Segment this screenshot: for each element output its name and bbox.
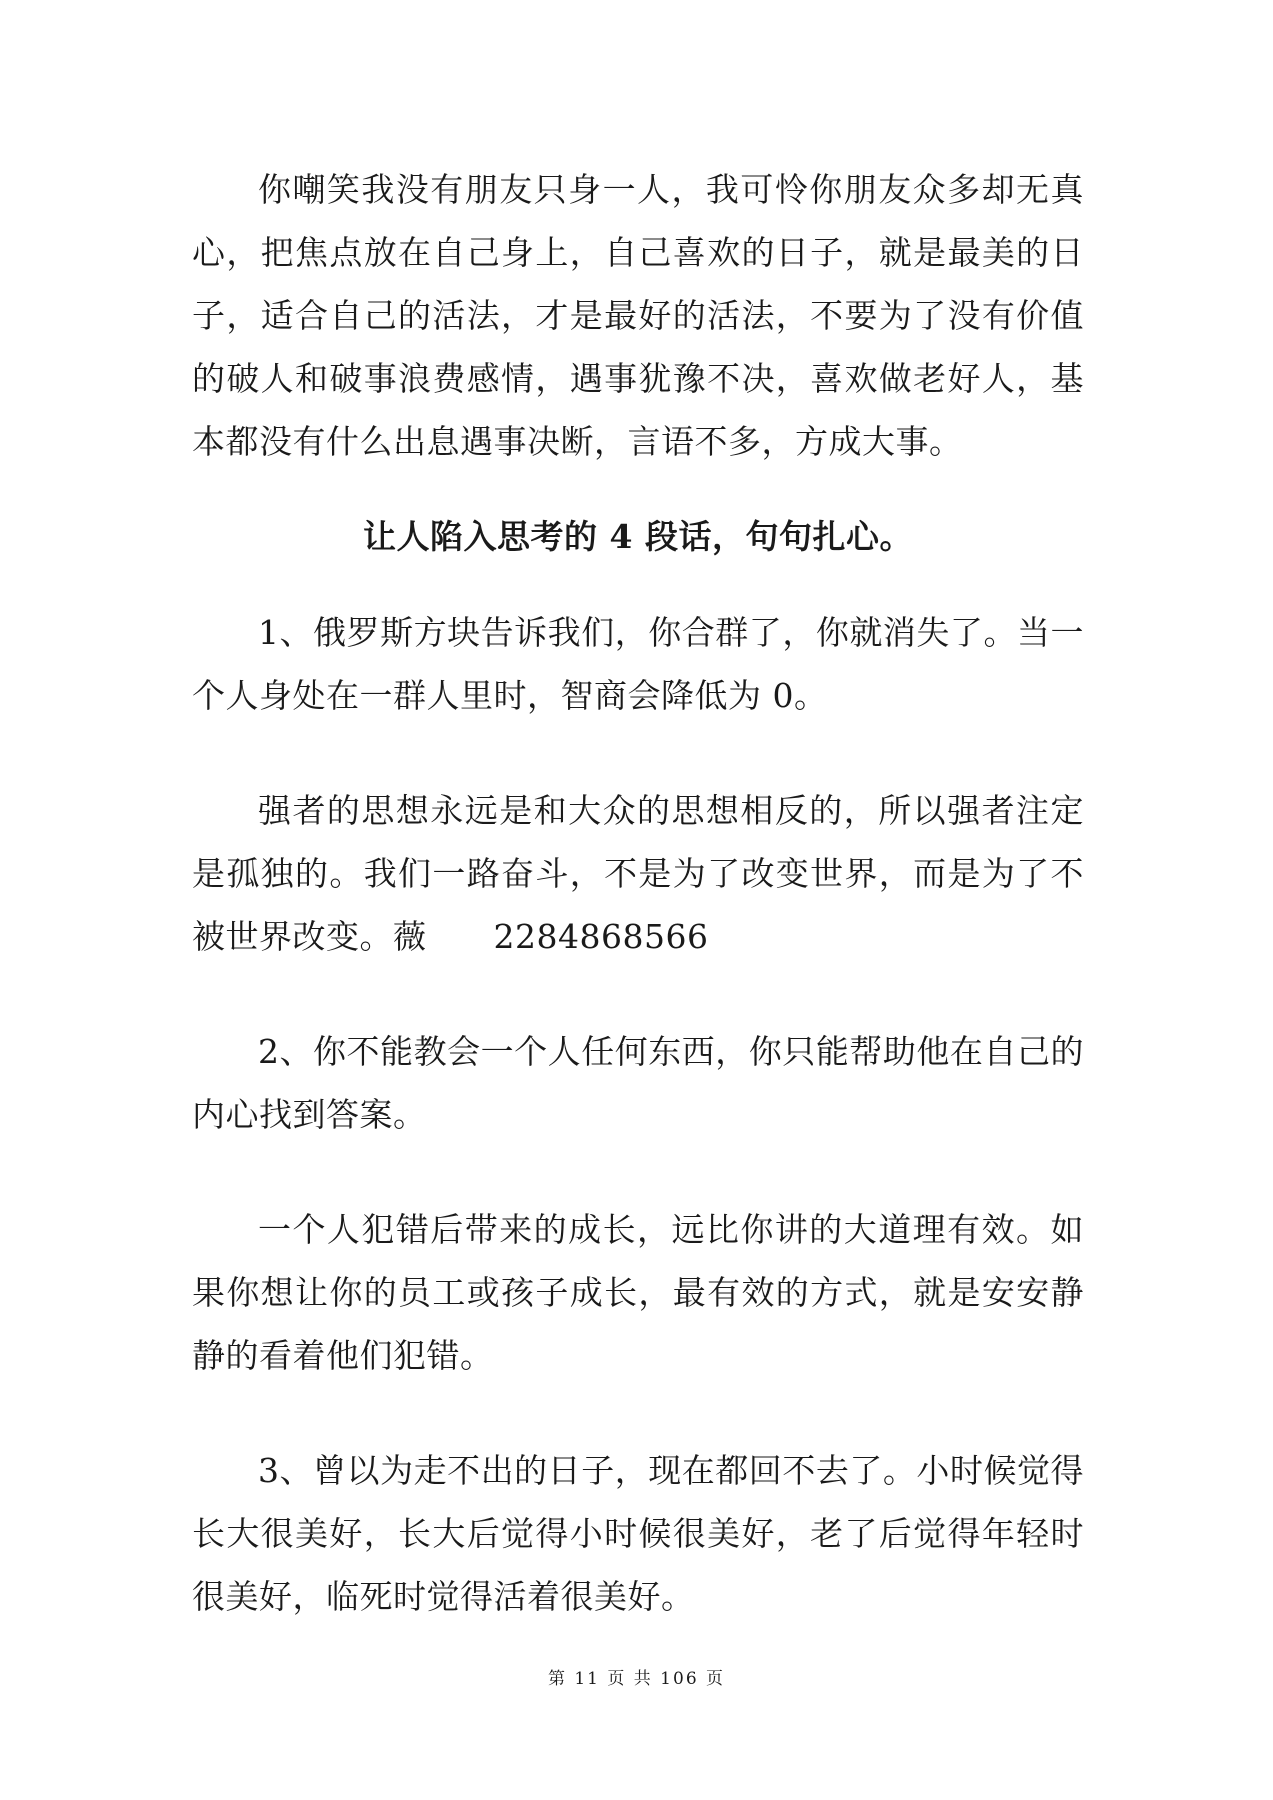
point-1-elaboration: 强者的思想永远是和大众的思想相反的，所以强者注定是孤独的。我们一路奋斗，不是为了改变世界，而是为了不被世界改变。薇 2284868566 <box>192 791 1084 956</box>
section-heading: 让人陷入思考的 4 段话，句句扎心。 <box>363 517 913 556</box>
intro-paragraph: 你嘲笑我没有朋友只身一人，我可怜你朋友众多却无真心，把焦点放在自己身上，自己喜欢的日子，就是最美的日子，适合自己的活法，才是最好的活法，不要为了没有价值的破人和破事浪费感情，遇事犹豫不决，喜欢做老好人，基本都没有什么出息遇事决断，言语不多，方成大事。 <box>192 170 1084 461</box>
point-1-paragraph: 1、俄罗斯方块告诉我们，你合群了，你就消失了。当一个人身处在一群人里时，智商会降低为 0。 <box>192 613 1084 715</box>
point-2-elaboration: 一个人犯错后带来的成长，远比你讲的大道理有效。如果你想让你的员工或孩子成长，最有效的方式，就是安安静静的看着他们犯错。 <box>192 1210 1084 1375</box>
point-2-paragraph: 2、你不能教会一个人任何东西，你只能帮助他在自己的内心找到答案。 <box>192 1032 1084 1134</box>
page-number-footer: 第 11 页 共 106 页 <box>547 1669 726 1689</box>
point-3-paragraph: 3、曾以为走不出的日子，现在都回不去了。小时候觉得长大很美好，长大后觉得小时候很美好，老了后觉得年轻时很美好，临死时觉得活着很美好。 <box>192 1451 1084 1616</box>
page-content <box>192 158 1084 1628</box>
